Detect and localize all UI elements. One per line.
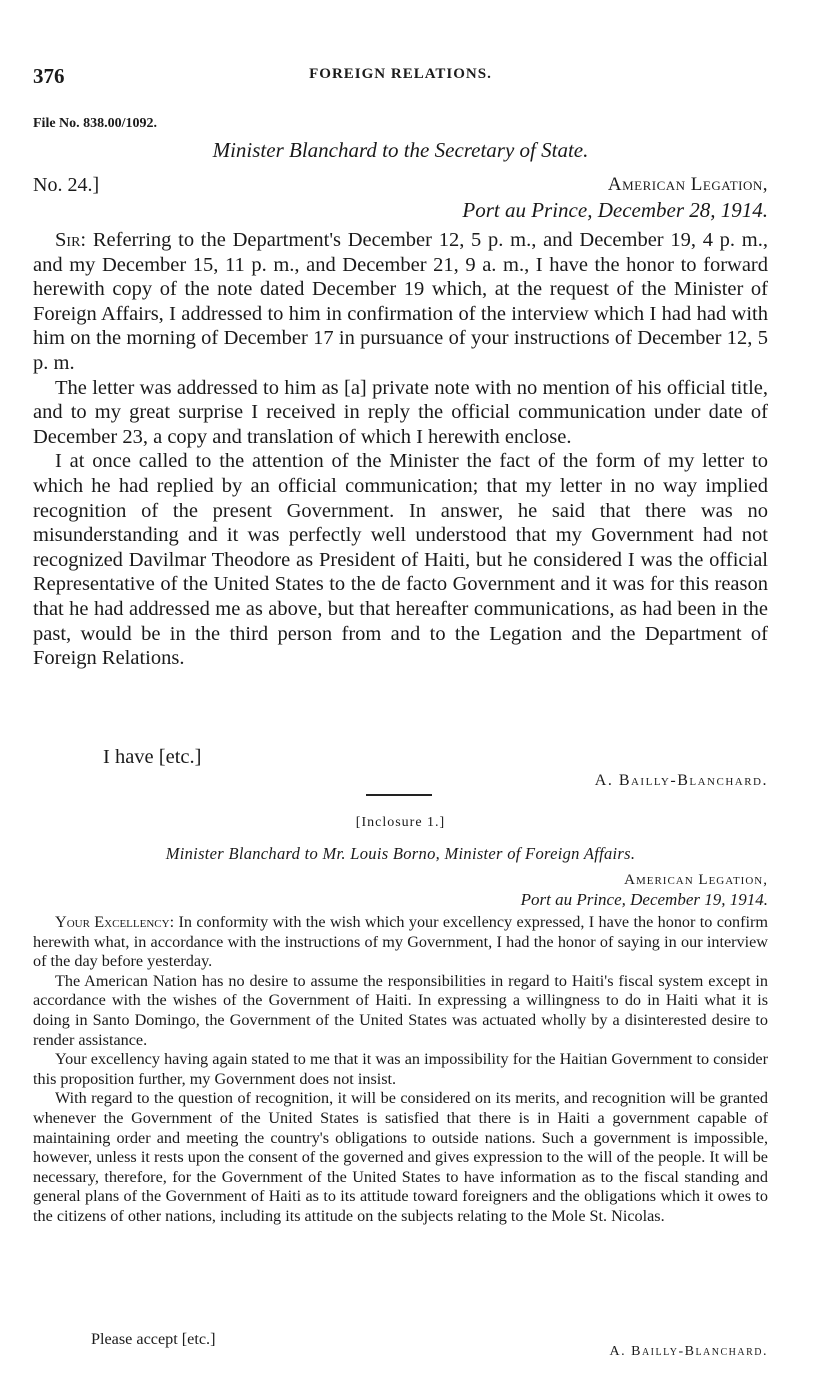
page-header: [33, 64, 768, 88]
enclosure-title: Minister Blanchard to Mr. Louis Borno, Minister of Foreign Affairs.: [165, 844, 636, 863]
enclosure-dateline-place: American Legation,: [624, 872, 768, 888]
enclosure-paragraph: With regard to the question of recognition, it will be considered on its merits, and recognition will be granted whenever the Government of the United States is satisfied that there is in Haiti a government capable of maintaining order and meeting the country's obligations to outside nations. Such a government is impossible, however, unless it rests upon the consent of the governed and gives expression to the will of the people. It will be necessary, therefore, for the Government of the United States to have information as to the fiscal standing and general plans of the Government of Haiti as to its attitude toward foreigners and the obligations which it owes to the citizens of other nations, including its attitude on the subjects relating to the Mole St. Nicolas.: [33, 1089, 768, 1225]
signature: A. Bailly-Blanchard.: [594, 772, 768, 789]
section-divider: [366, 794, 432, 796]
enclosure-paragraph: Your excellency having again stated to me that it was an impossibility for the Haitian Government to consider this proposition further, my Government does not insist.: [33, 1050, 768, 1088]
salutation: Sir:: [55, 229, 87, 251]
enclosure-closing-line: Please accept [etc.]: [91, 1330, 216, 1348]
closing-line: I have [etc.]: [103, 746, 202, 768]
enclosure-paragraph: [33, 913, 768, 972]
enclosure-dateline-date: Port au Prince, December 19, 1914.: [520, 890, 768, 909]
body-paragraph: The letter was addressed to him as [a] private note with no mention of his official title, and to my great surprise I received in reply the official communication under date of December 23, a copy and translation of which I herewith enclose.: [33, 376, 768, 448]
body-paragraph: [33, 228, 768, 376]
paragraph-text: In conformity with the wish which your excellency expressed, I have the honor to confirm herewith what, in accordance with the instructions of my Government, I had the honor of saying in our interview of the day before yesterday.: [33, 913, 769, 971]
page-number: 376: [33, 64, 65, 88]
enclosure-label: [Inclosure 1.]: [355, 815, 446, 830]
enclosure-body: [33, 913, 768, 1227]
file-number: File No. 838.00/1092.: [33, 116, 158, 131]
dispatch-number: No. 24.]: [33, 174, 100, 196]
enclosure-salutation: Your Excellency:: [55, 913, 175, 931]
body-paragraph: I at once called to the attention of the Minister the fact of the form of my letter to which he had replied by an official communication; that my letter in no way implied recognition of the present Government. In answer, he said that there was no misunderstanding and it was perfectly well understood that my Government had not recognized Davilmar Theodore as President of Haiti, but he considered I was the official Representative of the United States to the de facto Government and it was for this reason that he had addressed me as above, but that hereafter communications, as had been in the past, would be in the third person from and to the Legation and the Department of Foreign Relations.: [33, 450, 768, 670]
enclosure-paragraph: The American Nation has no desire to assume the responsibilities in regard to Haiti's fiscal system except in accordance with the wishes of the Government of Haiti. In expressing a willingness to do in Haiti what it is doing in Santo Domingo, the Government of the United States was actuated wholly by a disinterested desire to render assistance.: [33, 971, 768, 1049]
document-title: Minister Blanchard to the Secretary of State.: [212, 138, 589, 162]
running-head: FOREIGN RELATIONS.: [309, 66, 492, 82]
letter-body: [33, 228, 768, 671]
enclosure-signature: A. Bailly-Blanchard.: [609, 1344, 768, 1359]
dateline-place: American Legation,: [607, 174, 768, 195]
paragraph-text: Referring to the Department's December 12, 5 p. m., and December 19, 4 p. m., and my December 15, 11 p. m., and December 21, 9 a. m., I have the honor to forward herewith copy of the note dated December 19 which, at the request of the Minister of Foreign Affairs, I addressed to him in confirmation of the interview which I had had with him on the morning of December 17 in pursuance of your instructions of December 12, 5 p. m.: [33, 229, 768, 374]
dateline-date: Port au Prince, December 28, 1914.: [462, 198, 768, 222]
